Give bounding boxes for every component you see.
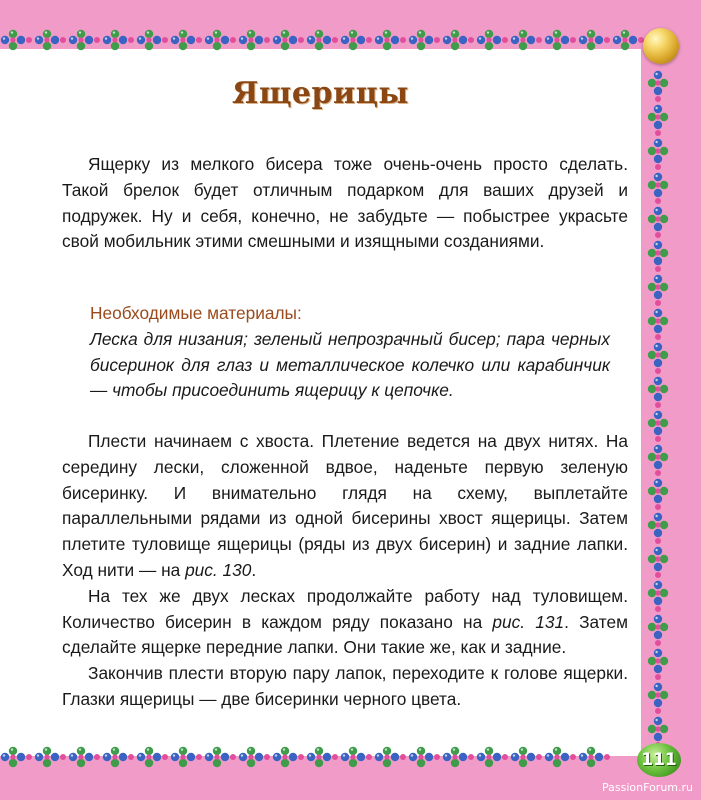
- materials-heading: Необходимые материалы:: [90, 303, 302, 323]
- materials-block: [90, 301, 610, 404]
- page-title: Ящерицы: [232, 76, 409, 111]
- process-p1-text: Плести начинаем с хвоста. Плетение ведется на двух нитях. На середину лески, сложенной вдвое, наденьте первую зеленую бисеринку. И внимательно глядя на схему, выплетайте параллельными рядами из одной бисерины хвост ящерицы. Затем плетите туловище ящерицы (ряды из двух бисерин) и задние лапки. Ход нити — на: [62, 431, 628, 580]
- bead-border-top-icon: [0, 28, 656, 52]
- bead-border-right: [645, 40, 671, 760]
- bead-border-right-icon: [645, 40, 671, 760]
- process-p2-text-end: . Затем сделайте ящерке передние лапки. Они такие же, как и задние.: [62, 611, 628, 658]
- bead-border-bottom: [0, 745, 650, 769]
- process-paragraph-3: Закончив плести вторую пару лапок, переходите к голове ящерки. Глазки ящерицы — две бисеринки черного цвета.: [62, 663, 628, 709]
- page-number-badge: 111: [637, 743, 681, 777]
- bead-border-top: [0, 28, 656, 52]
- process-paragraph-1: [62, 429, 628, 584]
- watermark: PassionForum.ru: [602, 781, 693, 794]
- materials-text: Леска для низания; зеленый непрозрачный бисер; пара черных бисеринок для глаз и металлическое колечко или карабинчик — чтобы присоединить ящерицу к цепочке.: [90, 328, 610, 401]
- process-p2-text: На тех же двух лесках продолжайте работу над туловищем. Количество бисерин в каждом ряду показано на: [62, 585, 628, 632]
- process-block: [62, 429, 628, 713]
- process-p1-end: .: [251, 559, 257, 580]
- figure-ref-130: рис. 130: [185, 559, 252, 580]
- figure-ref-131: рис. 131: [492, 611, 565, 632]
- intro-paragraph: [62, 152, 628, 255]
- process-paragraph-2: [62, 584, 628, 661]
- bead-border-bottom-icon: [0, 745, 650, 769]
- intro-text: Ящерку из мелкого бисера тоже очень-очень просто сделать. Такой брелок будет отличным подарком для ваших друзей и подружек. Ну и себя, конечно, не забудьте — побыстрее украсьте свой мобильник этими смешными и изящными созданиями.: [62, 154, 628, 252]
- gold-pearl-icon: [643, 28, 679, 64]
